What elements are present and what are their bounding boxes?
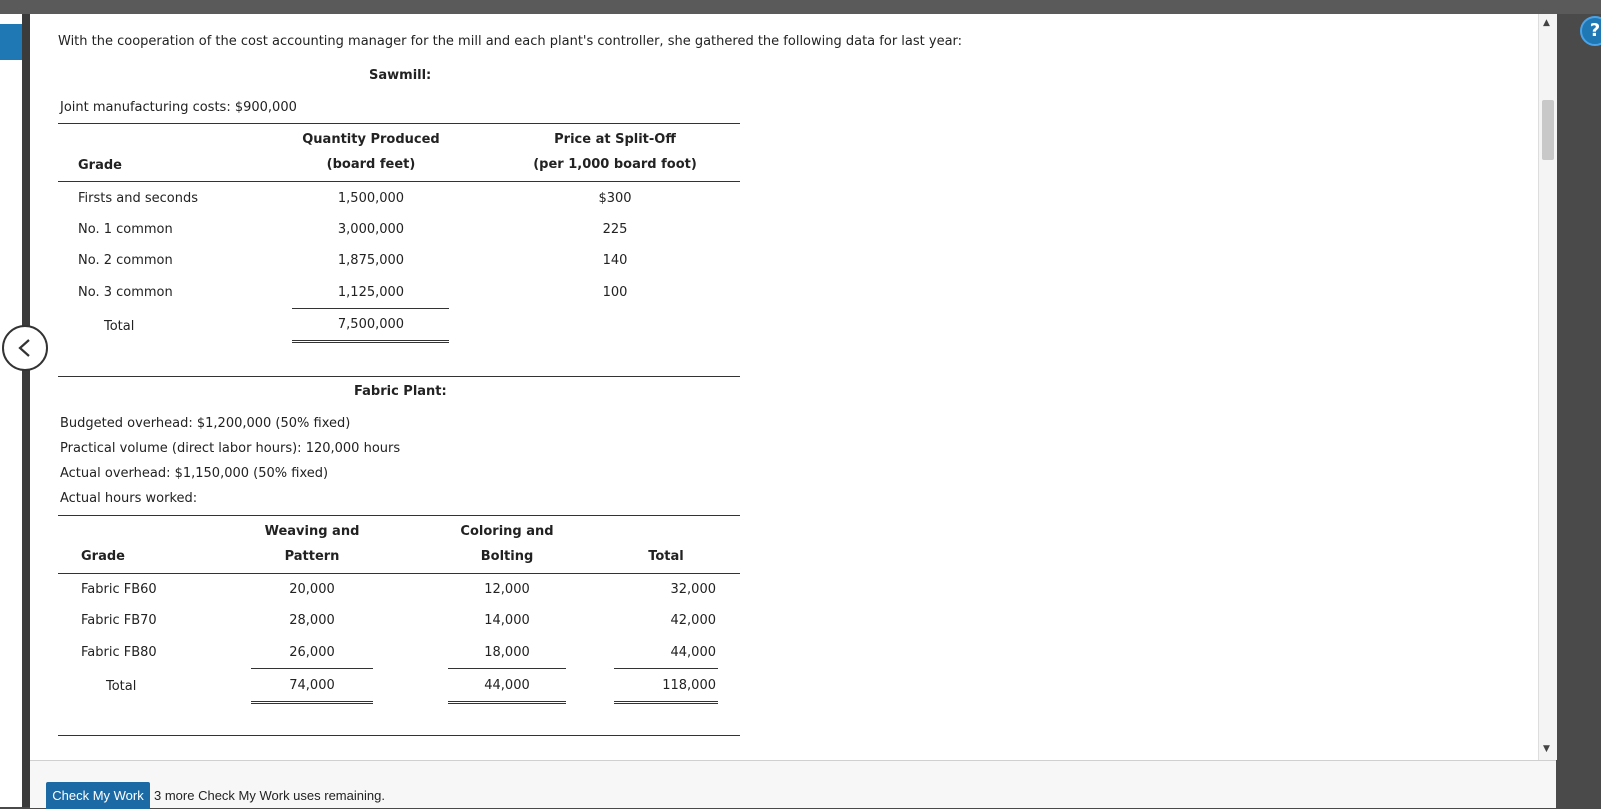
table-cell-qty: 1,875,000 [337,253,405,268]
table-cell-grade: Fabric FB70 [81,613,157,628]
col-header-price-unit: (per 1,000 board foot) [533,157,697,172]
table-cell-grade: Fabric FB80 [81,645,157,660]
double-rule [292,340,449,343]
table-cell-color: 18,000 [484,645,530,660]
footer-bar [30,760,1556,808]
chevron-left-icon [15,338,35,358]
table-cell-grade: Fabric FB60 [81,582,157,597]
previous-button[interactable] [2,325,48,371]
table-cell-grade: No. 1 common [78,222,173,237]
table-cell-price: 140 [602,253,628,268]
table-cell-grade: Firsts and seconds [78,191,198,206]
rule [58,515,740,516]
total-qty: 7,500,000 [337,317,405,332]
table-cell-total: 42,000 [670,613,716,628]
fabric-info-line: Budgeted overhead: $1,200,000 (50% fixed) [60,416,351,431]
double-rule [448,701,566,704]
total-label: Total [104,319,135,334]
window-top-bar [0,0,1601,15]
double-rule [251,701,373,704]
table-cell-weave: 20,000 [289,582,335,597]
col-header-total: Total [648,549,684,564]
col-header-coloring: Coloring and [460,524,554,539]
total-color: 44,000 [484,678,530,693]
table-cell-weave: 28,000 [289,613,335,628]
table-cell-grade: No. 2 common [78,253,173,268]
table-cell-total: 32,000 [670,582,716,597]
total-weave: 74,000 [289,678,335,693]
table-cell-color: 14,000 [484,613,530,628]
col-header-quantity-unit: (board feet) [326,157,416,172]
problem-content [30,14,1545,760]
rule [58,123,740,124]
rule [58,573,740,574]
intro-text: With the cooperation of the cost accounting manager for the mill and each plant's controller, she gathered the following data for last year: [58,34,963,49]
double-rule [614,701,718,704]
rule [58,376,740,377]
scroll-down-icon[interactable]: ▼ [1543,744,1550,754]
table-cell-total: 44,000 [670,645,716,660]
rule [448,668,566,669]
col-header-grade: Grade [81,549,125,564]
col-header-weaving-2: Pattern [284,549,340,564]
table-cell-price: 225 [602,222,628,237]
total-total: 118,000 [662,678,716,693]
remaining-uses-text: 3 more Check My Work uses remaining. [154,788,385,803]
rule [58,181,740,182]
col-header-price: Price at Split-Off [554,132,676,147]
col-header-grade: Grade [78,158,122,173]
right-strip [1556,14,1601,807]
sawmill-title: Sawmill: [369,68,432,83]
table-cell-price: $300 [598,191,632,206]
left-nav-tab[interactable] [0,24,22,60]
col-header-quantity: Quantity Produced [302,132,440,147]
rule [58,735,740,736]
table-cell-qty: 3,000,000 [337,222,405,237]
table-cell-weave: 26,000 [289,645,335,660]
fabric-title: Fabric Plant: [354,384,447,399]
table-cell-qty: 1,500,000 [337,191,405,206]
left-rail [0,14,22,807]
scroll-thumb[interactable] [1542,100,1554,160]
table-cell-color: 12,000 [484,582,530,597]
col-header-weaving: Weaving and [264,524,360,539]
scroll-up-icon[interactable]: ▲ [1543,18,1550,28]
col-header-coloring-2: Bolting [480,549,534,564]
joint-costs: Joint manufacturing costs: $900,000 [60,100,297,115]
table-cell-price: 100 [602,285,628,300]
left-divider-bar [22,14,30,807]
fabric-info-line: Practical volume (direct labor hours): 120,000 hours [60,441,401,456]
total-label: Total [106,679,137,694]
table-cell-qty: 1,125,000 [337,285,405,300]
help-icon[interactable]: ? [1580,16,1601,46]
fabric-info-line: Actual hours worked: [60,491,198,506]
vertical-scrollbar[interactable] [1538,14,1557,760]
check-my-work-button[interactable]: Check My Work [46,782,150,809]
rule [292,308,449,309]
table-cell-grade: No. 3 common [78,285,173,300]
rule [614,668,718,669]
rule [251,668,373,669]
fabric-info-line: Actual overhead: $1,150,000 (50% fixed) [60,466,329,481]
